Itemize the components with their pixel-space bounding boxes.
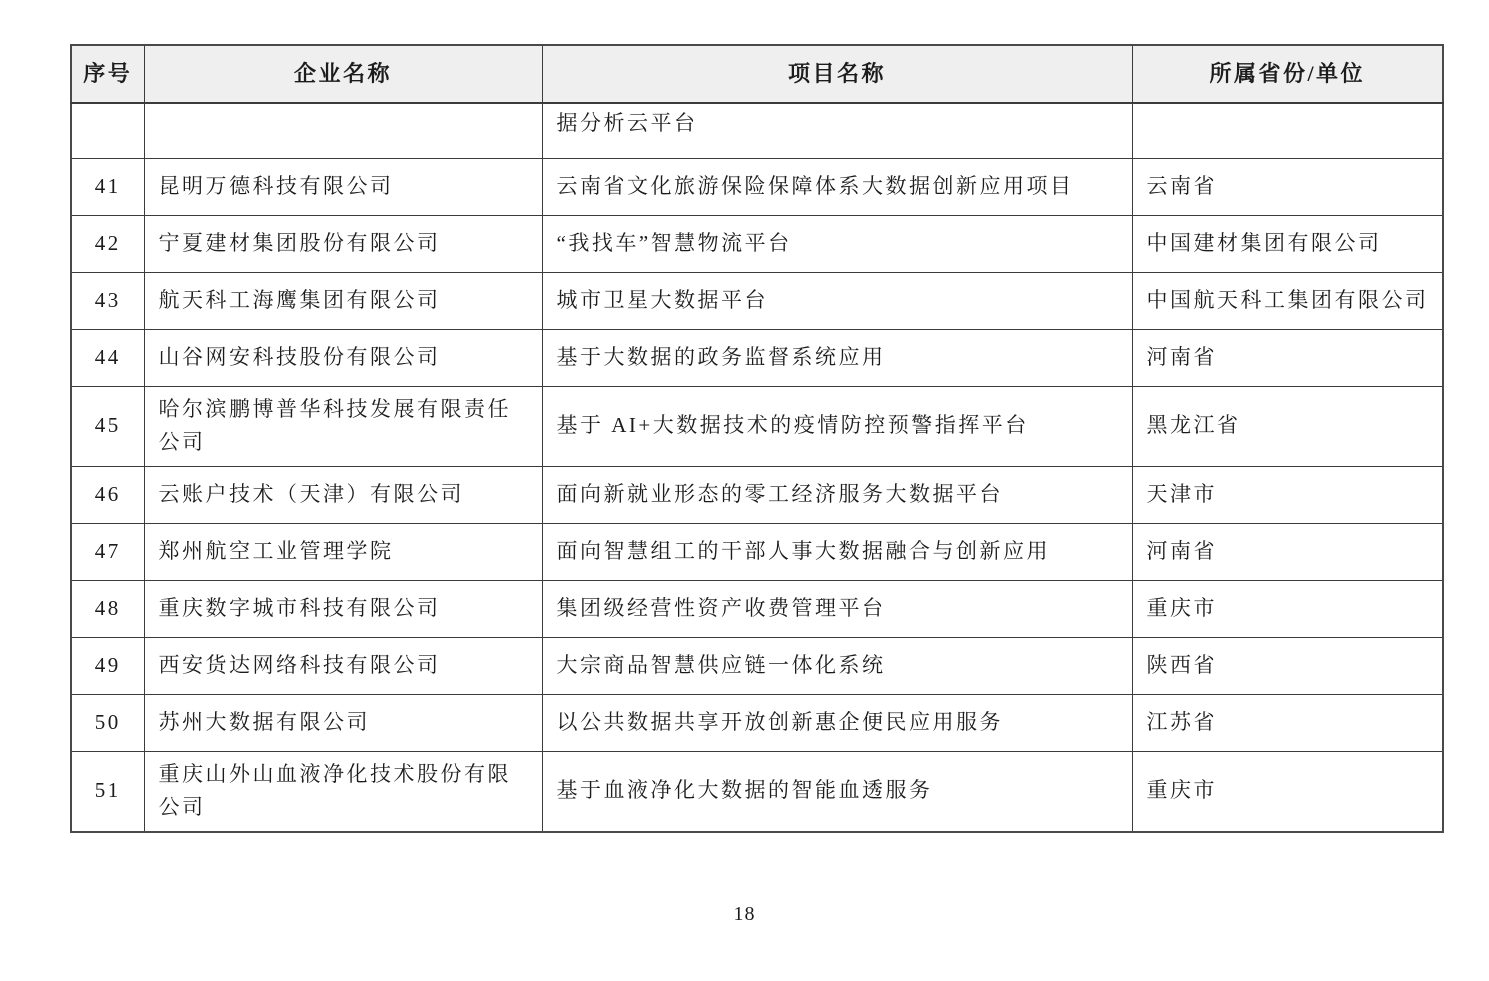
cell-company: 重庆数字城市科技有限公司 [144, 580, 542, 637]
cell-company: 宁夏建材集团股份有限公司 [144, 215, 542, 272]
table-row-43 [71, 272, 1443, 329]
table-row-48 [71, 580, 1443, 637]
cell-province: 陕西省 [1132, 637, 1443, 694]
table-row-carryover [71, 103, 1443, 158]
cell-no: 49 [71, 637, 144, 694]
cell-company: 昆明万德科技有限公司 [144, 158, 542, 215]
cell-project: 面向新就业形态的零工经济服务大数据平台 [542, 466, 1132, 523]
header-cell-project: 项目名称 [542, 45, 1132, 103]
cell-no: 47 [71, 523, 144, 580]
cell-project: “我找车”智慧物流平台 [542, 215, 1132, 272]
cell-project: 集团级经营性资产收费管理平台 [542, 580, 1132, 637]
table-header-row [71, 45, 1443, 103]
header-cell-province: 所属省份/单位 [1132, 45, 1443, 103]
cell-no: 42 [71, 215, 144, 272]
cell-province [1132, 103, 1443, 158]
cell-province: 中国建材集团有限公司 [1132, 215, 1443, 272]
cell-project: 以公共数据共享开放创新惠企便民应用服务 [542, 694, 1132, 751]
cell-province: 重庆市 [1132, 751, 1443, 832]
cell-no [71, 103, 144, 158]
cell-project: 据分析云平台 [542, 103, 1132, 158]
cell-province: 河南省 [1132, 329, 1443, 386]
cell-no: 50 [71, 694, 144, 751]
cell-no: 46 [71, 466, 144, 523]
page-number: 18 [733, 903, 756, 925]
cell-company: 郑州航空工业管理学院 [144, 523, 542, 580]
cell-no: 51 [71, 751, 144, 832]
table-row-47 [71, 523, 1443, 580]
table-row-41 [71, 158, 1443, 215]
cell-no: 45 [71, 386, 144, 466]
table-row-51 [71, 751, 1443, 832]
cell-company: 重庆山外山血液净化技术股份有限公司 [144, 751, 542, 832]
cell-province: 江苏省 [1132, 694, 1443, 751]
header-cell-no: 序号 [71, 45, 144, 103]
cell-province: 天津市 [1132, 466, 1443, 523]
cell-project: 基于血液净化大数据的智能血透服务 [542, 751, 1132, 832]
cell-no: 41 [71, 158, 144, 215]
table-row-46 [71, 466, 1443, 523]
table-row-42 [71, 215, 1443, 272]
cell-company: 航天科工海鹰集团有限公司 [144, 272, 542, 329]
cell-company: 哈尔滨鹏博普华科技发展有限责任公司 [144, 386, 542, 466]
table-row-50 [71, 694, 1443, 751]
table-body [71, 103, 1443, 832]
cell-project: 云南省文化旅游保险保障体系大数据创新应用项目 [542, 158, 1132, 215]
cell-province: 中国航天科工集团有限公司 [1132, 272, 1443, 329]
cell-project: 城市卫星大数据平台 [542, 272, 1132, 329]
cell-no: 43 [71, 272, 144, 329]
table-row-45 [71, 386, 1443, 466]
cell-project: 面向智慧组工的干部人事大数据融合与创新应用 [542, 523, 1132, 580]
cell-project: 大宗商品智慧供应链一体化系统 [542, 637, 1132, 694]
cell-company [144, 103, 542, 158]
cell-company: 西安货达网络科技有限公司 [144, 637, 542, 694]
cell-province: 河南省 [1132, 523, 1443, 580]
cell-project: 基于大数据的政务监督系统应用 [542, 329, 1132, 386]
project-list-table-container [70, 44, 1442, 833]
cell-province: 云南省 [1132, 158, 1443, 215]
header-cell-company: 企业名称 [144, 45, 542, 103]
cell-company: 山谷网安科技股份有限公司 [144, 329, 542, 386]
table-row-49 [71, 637, 1443, 694]
cell-province: 黑龙江省 [1132, 386, 1443, 466]
cell-company: 苏州大数据有限公司 [144, 694, 542, 751]
cell-company: 云账户技术（天津）有限公司 [144, 466, 542, 523]
cell-no: 48 [71, 580, 144, 637]
cell-no: 44 [71, 329, 144, 386]
cell-project: 基于 AI+大数据技术的疫情防控预警指挥平台 [542, 386, 1132, 466]
table-row-44 [71, 329, 1443, 386]
project-list-table [70, 44, 1444, 833]
cell-province: 重庆市 [1132, 580, 1443, 637]
